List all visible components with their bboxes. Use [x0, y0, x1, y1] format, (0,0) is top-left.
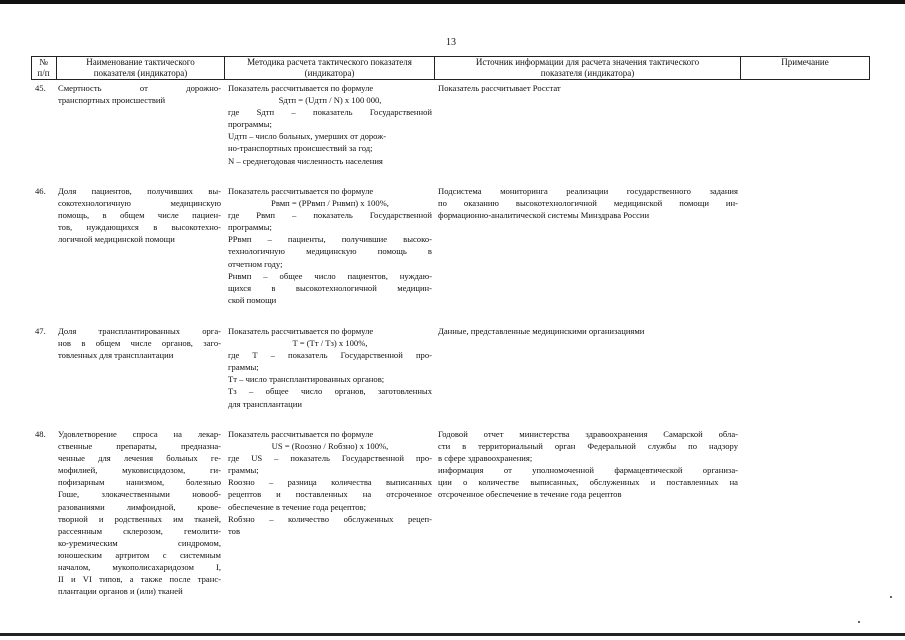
indicator-name: Доля трансплантированных орга- нов в общем числе органов, заго- товленных для трансплантации	[58, 326, 221, 361]
scan-speck	[890, 596, 892, 598]
header-col-note: Примечание	[781, 57, 829, 67]
header-col-source: Источник информации для расчета значения тактического показателя (индикатора)	[475, 57, 700, 78]
row-number: 48.	[35, 429, 46, 439]
scan-bottom-border	[0, 633, 905, 636]
scan-speck	[858, 621, 860, 623]
header-col-method: Методика расчета тактического показателя (индикатора)	[247, 57, 412, 78]
row-number: 46.	[35, 186, 46, 196]
page-number: 13	[446, 37, 456, 48]
header-divider	[869, 56, 870, 80]
indicator-name: Удовлетворение спроса на лекар- ственные препараты, предназна- ченные для лечения больных ге- мофилией, муковисцидозом, ги- пофизарным нанизмом, болезнью Гоше, злокачественными новооб- разованиями лимфоидной, крове- творной и родственных им тканей, рассеянным склерозом, гемолити- ко-уремическим синдромом, юношеским артритом с системным началом, мукополисахаридозом I, II и VI типов, а также после транс- плантации органов и (или) тканей	[58, 429, 221, 597]
calculation-method: Показатель рассчитывается по формуле Sдтп = (Uдтп / N) x 100 000, где Sдтп – показатель Государственной программы; Uдтп – число больных, умерших от дорож- но-транспортных происшествий за год; N – среднегодовая численность населения	[228, 83, 432, 166]
data-source: Годовой отчет министерства здравоохранения Самарской обла- сти в территориальный орган Федеральной службы по надзору в сфере здравоохранения; информация от уполномоченной фармацевтической организа- ции о количестве выписанных, обслуженных и поставленных на отсроченное обеспечение в течение года рецептов	[438, 429, 738, 500]
data-source: Подсистема мониторинга реализации государственного задания по оказанию высокотехнологичной медицинской помощи ин- формационно-аналитической системы Минздрава России	[438, 186, 738, 221]
calculation-method: Показатель рассчитывается по формуле Pвмп = (PPвмп / Pнвмп) x 100%, где Pвмп – показатель Государственной программы; PPвмп – пациенты, получившие высоко- технологичную медицинскую помощь в отчетном году; Pнвмп – общее число пациентов, нуждаю- щихся в высокотехнологичной медицин- ской помощи	[228, 186, 432, 305]
indicator-name: Смертность от дорожно- транспортных происшествий	[58, 83, 221, 106]
header-col-name: Наименование тактического показателя (индикатора)	[86, 57, 195, 78]
scan-top-border	[0, 0, 905, 4]
header-col-number: № п/п	[37, 57, 50, 78]
indicator-name: Доля пациентов, получивших вы- сокотехнологичную медицинскую помощь, в общем числе пациен- тов, нуждающихся в высокотехно- логичной медицинской помощи	[58, 186, 221, 245]
calculation-method: Показатель рассчитывается по формуле US = (Rоозно / Rобзно) x 100%, где US – показатель Государственной про- граммы; Rоозно – разница количества выписанных рецептов и поставленных на отсроченное обеспечение в течение года рецептов; Rобзно – количество обслуженных рецеп- тов	[228, 429, 432, 536]
row-number: 45.	[35, 83, 46, 93]
data-source: Показатель рассчитывает Росстат	[438, 83, 561, 93]
calculation-method: Показатель рассчитывается по формуле T = (Tт / Tз) x 100%, где T – показатель Государственной про- граммы; Tт – число трансплантированных органов; Tз – общее число органов, заготовленных для трансплантации	[228, 326, 432, 409]
row-number: 47.	[35, 326, 46, 336]
data-source: Данные, представленные медицинскими организациями	[438, 326, 645, 336]
header-bottom-rule	[31, 79, 870, 80]
